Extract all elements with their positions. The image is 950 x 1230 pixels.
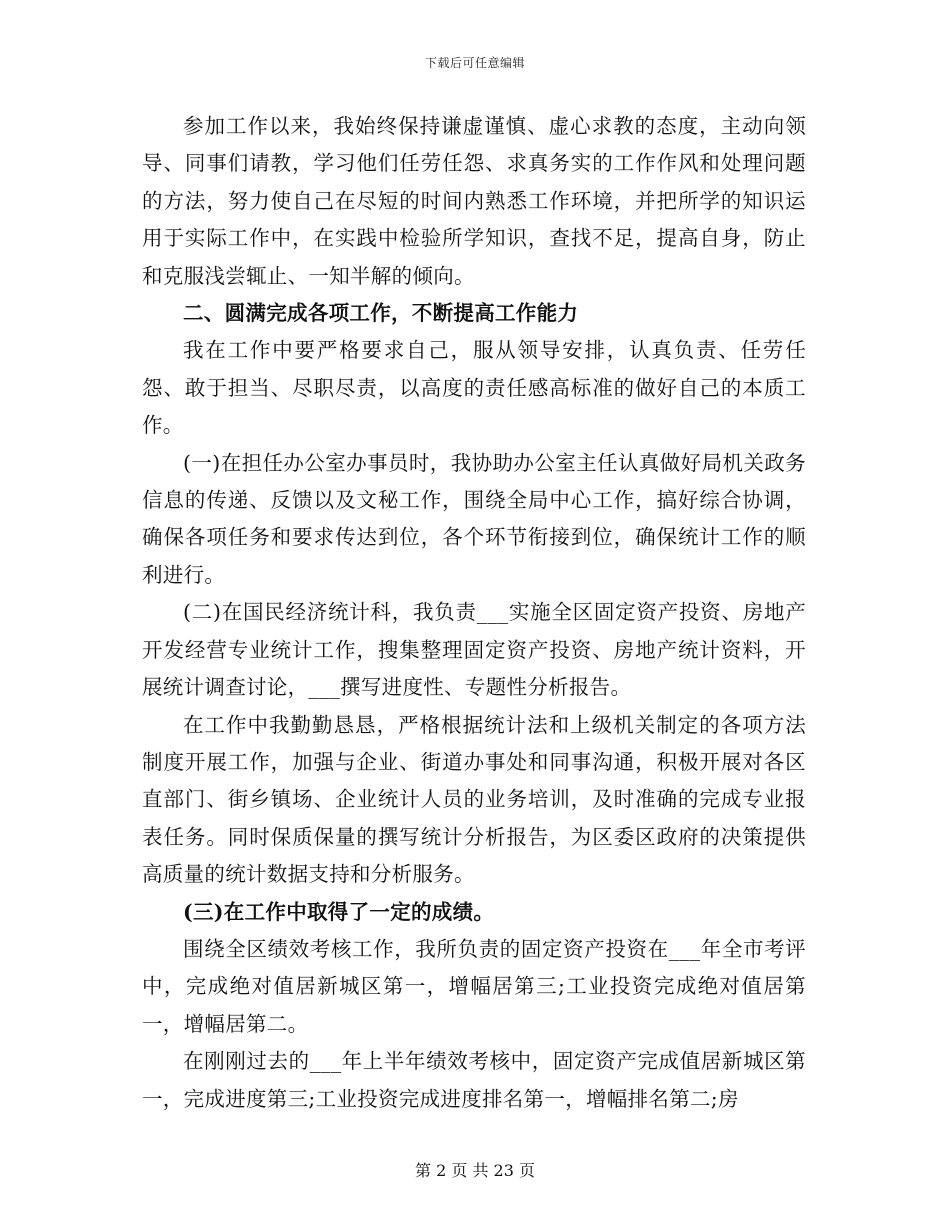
paragraph-diligent-work: 在工作中我勤勤恳恳，严格根据统计法和上级机关制定的各项方法制度开展工作，加强与企业、街道办事处和同事沟通，积极开展对各区直部门、街乡镇场、企业统计人员的业务培训，及时准确的完成专业报表任务。同时保质保量的撰写统计分析报告，为区委区政府的决策提供高质量的统计数据支持和分析服务。	[142, 712, 806, 887]
paragraph-half-year-review: 在刚刚过去的___年上半年绩效考核中，固定资产完成值居新城区第一，完成进度第三;工业投资完成进度排名第一，增幅排名第二;房	[142, 1049, 806, 1111]
paragraph-work-attitude: 参加工作以来，我始终保持谦虚谨慎、虚心求教的态度，主动向领导、同事们请教，学习他们任劳任怨、求真务实的工作作风和处理问题的方法，努力使自己在尽短的时间内熟悉工作环境，并把所学的知识运用于实际工作中，在实践中检验所学知识，查找不足，提高自身，防止和克服浅尝辄止、一知半解的倾向。	[142, 114, 806, 288]
paragraph-office-clerk: (一)在担任办公室办事员时，我协助办公室主任认真做好局机关政务信息的传递、反馈以及文秘工作，围绕全局中心工作，搞好综合协调，确保各项任务和要求传达到位，各个环节衔接到位，确保统计工作的顺利进行。	[142, 450, 806, 587]
document-body	[142, 108, 806, 1118]
subsection-heading-3: (三)在工作中取得了一定的成绩。	[183, 899, 495, 924]
paragraph-statistics-section: (二)在国民经济统计科，我负责___实施全区固定资产投资、房地产开发经营专业统计工作，搜集整理固定资产投资、房地产统计资料，开展统计调查讨论，___撰写进度性、专题性分析报告。	[142, 600, 806, 700]
page-number-footer: 第 2 页 共 23 页	[415, 1161, 535, 1180]
paragraph-strict-requirements: 我在工作中要严格要求自己，服从领导安排，认真负责、任劳任怨、敢于担当、尽职尽责，以高度的责任感高标准的做好自己的本质工作。	[142, 338, 806, 438]
page-header: 下载后可任意编辑	[424, 56, 525, 70]
paragraph-performance-review: 围绕全区绩效考核工作，我所负责的固定资产投资在___年全市考评中，完成绝对值居新城区第一，增幅居第三;工业投资完成绝对值居第一，增幅居第二。	[142, 936, 806, 1036]
section-heading-2: 二、圆满完成各项工作，不断提高工作能力	[183, 301, 579, 326]
